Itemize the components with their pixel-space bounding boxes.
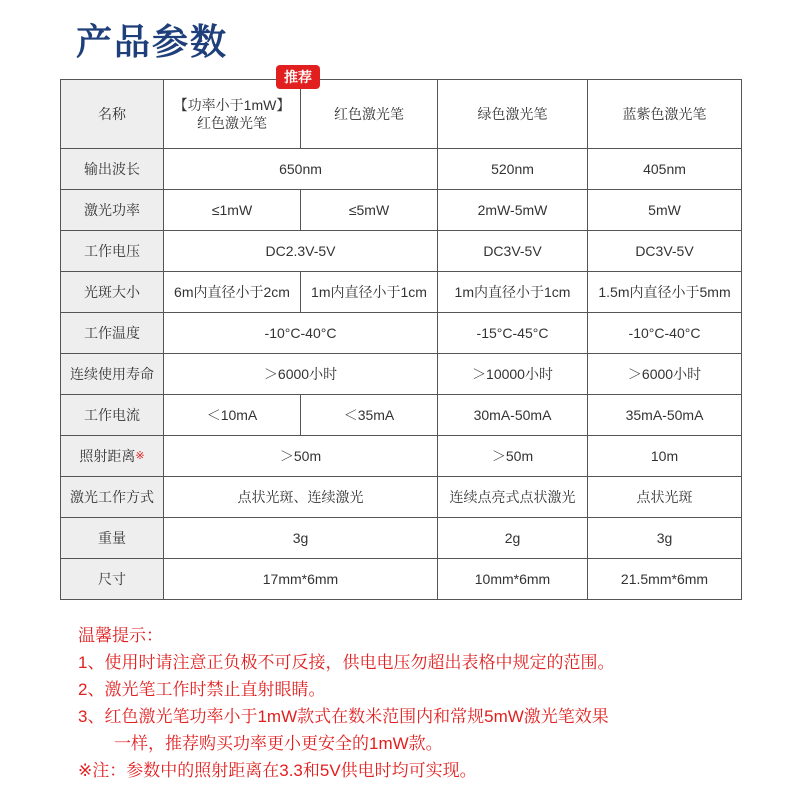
row-label-wavelength: 输出波长 <box>61 149 164 190</box>
header-red-1mw <box>164 69 312 149</box>
current-red-1: ＜10mA <box>164 395 301 436</box>
distance-green: ＞50m <box>438 436 588 477</box>
temp-green: -15°C-45°C <box>438 313 588 354</box>
table-row-voltage <box>61 231 742 272</box>
table-row-size <box>61 559 742 600</box>
header-red-5mw: 红色激光笔 <box>301 80 438 149</box>
wavelength-blue: 405nm <box>588 149 742 190</box>
life-blue: ＞6000小时 <box>588 354 742 395</box>
table-row-temp <box>61 313 742 354</box>
life-red: ＞6000小时 <box>164 354 438 395</box>
power-blue: 5mW <box>588 190 742 231</box>
footnote: ※注：参数中的照射距离在3.3和5V供电时均可实现。 <box>78 761 477 780</box>
mode-red: 点状光斑、连续激光 <box>164 477 438 518</box>
spot-red-2: 1m内直径小于1cm <box>301 272 438 313</box>
power-red-2: ≤5mW <box>301 190 438 231</box>
row-label-power: 激光功率 <box>61 190 164 231</box>
table-row-current <box>61 395 742 436</box>
row-label-spot: 光斑大小 <box>61 272 164 313</box>
current-blue: 35mA-50mA <box>588 395 742 436</box>
spot-green: 1m内直径小于1cm <box>438 272 588 313</box>
voltage-green: DC3V-5V <box>438 231 588 272</box>
size-red: 17mm*6mm <box>164 559 438 600</box>
row-label-size: 尺寸 <box>61 559 164 600</box>
row-label-name: 名称 <box>61 80 164 149</box>
spot-red-1: 6m内直径小于2cm <box>164 272 301 313</box>
wavelength-red: 650nm <box>164 149 438 190</box>
life-green: ＞10000小时 <box>438 354 588 395</box>
header-green: 绿色激光笔 <box>438 80 588 149</box>
table-row-header <box>61 80 742 149</box>
size-blue: 21.5mm*6mm <box>588 559 742 600</box>
voltage-red: DC2.3V-5V <box>164 231 438 272</box>
note-3-line1: 3、红色激光笔功率小于1mW款式在数米范围内和常规5mW激光笔效果 <box>78 707 609 726</box>
footnote-mark: ※ <box>135 450 145 462</box>
mode-green: 连续点亮式点状激光 <box>438 477 588 518</box>
mode-blue: 点状光斑 <box>588 477 742 518</box>
power-green: 2mW-5mW <box>438 190 588 231</box>
voltage-blue: DC3V-5V <box>588 231 742 272</box>
row-label-weight: 重量 <box>61 518 164 559</box>
row-label-mode: 激光工作方式 <box>61 477 164 518</box>
current-red-2: ＜35mA <box>301 395 438 436</box>
row-label-distance-cell <box>61 436 164 477</box>
header-blue-violet: 蓝紫色激光笔 <box>588 80 742 149</box>
current-green: 30mA-50mA <box>438 395 588 436</box>
table-row-mode <box>61 477 742 518</box>
temp-blue: -10°C-40°C <box>588 313 742 354</box>
spot-blue: 1.5m内直径小于5mm <box>588 272 742 313</box>
size-green: 10mm*6mm <box>438 559 588 600</box>
header-red-1mw-line2: 红色激光笔 <box>197 115 267 131</box>
note-1: 1、使用时请注意正负极不可反接，供电电压勿超出表格中规定的范围。 <box>78 653 615 672</box>
table-row-distance <box>61 436 742 477</box>
table-row-wavelength <box>61 149 742 190</box>
table-row-weight <box>61 518 742 559</box>
note-2: 2、激光笔工作时禁止直射眼睛。 <box>78 680 326 699</box>
spec-table <box>60 69 742 600</box>
table-row-life <box>61 354 742 395</box>
notes-section <box>78 622 778 784</box>
row-label-voltage: 工作电压 <box>61 231 164 272</box>
weight-blue: 3g <box>588 518 742 559</box>
row-label-temp: 工作温度 <box>61 313 164 354</box>
recommend-badge: 推荐 <box>276 65 320 89</box>
distance-red: ＞50m <box>164 436 438 477</box>
page-title: 产品参数 <box>76 21 229 62</box>
wavelength-green: 520nm <box>438 149 588 190</box>
table-row-spot <box>61 272 742 313</box>
power-red-1: ≤1mW <box>164 190 301 231</box>
table-row-power <box>61 190 742 231</box>
weight-green: 2g <box>438 518 588 559</box>
temp-red: -10°C-40°C <box>164 313 438 354</box>
row-label-life: 连续使用寿命 <box>61 354 164 395</box>
weight-red: 3g <box>164 518 438 559</box>
header-red-1mw-line1: 【功率小于1mW】 <box>173 97 291 113</box>
row-label-current: 工作电流 <box>61 395 164 436</box>
notes-heading: 温馨提示： <box>78 626 163 645</box>
note-3-line2: 一样，推荐购买功率更小更安全的1mW款。 <box>114 734 443 753</box>
distance-blue: 10m <box>588 436 742 477</box>
row-label-distance: 照射距离 <box>79 448 136 464</box>
